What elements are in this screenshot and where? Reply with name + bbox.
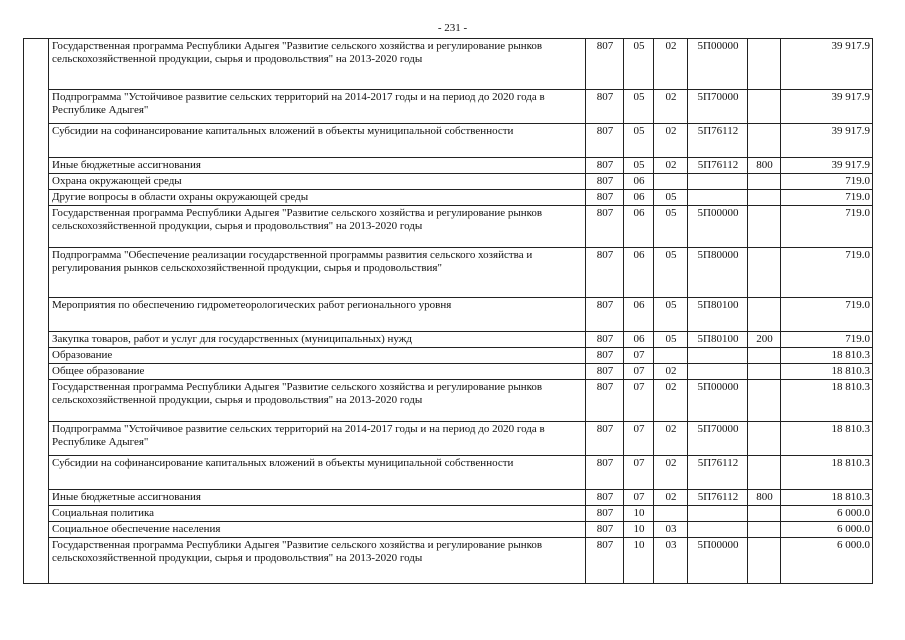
cell-rz: 05 [624, 39, 654, 90]
table-row [24, 538, 873, 584]
cell-sum: 18 810.3 [781, 456, 873, 490]
row-margin-cell [24, 506, 49, 522]
cell-csr [688, 506, 748, 522]
table-row [24, 158, 873, 174]
row-margin-cell [24, 332, 49, 348]
cell-pr: 05 [654, 190, 688, 206]
cell-rz: 06 [624, 190, 654, 206]
cell-name: Подпрограмма "Устойчивое развитие сельских территорий на 2014-2017 годы и на период до 2020 года в Республике Адыгея" [49, 422, 586, 456]
cell-name: Социальное обеспечение населения [49, 522, 586, 538]
row-margin-cell [24, 174, 49, 190]
cell-ved: 807 [586, 538, 624, 584]
cell-ved: 807 [586, 90, 624, 124]
cell-ved: 807 [586, 422, 624, 456]
table-row [24, 248, 873, 298]
cell-csr: 5П80100 [688, 298, 748, 332]
cell-csr: 5П76112 [688, 158, 748, 174]
table-row [24, 506, 873, 522]
cell-ved: 807 [586, 158, 624, 174]
cell-sum: 719.0 [781, 332, 873, 348]
cell-pr: 03 [654, 538, 688, 584]
cell-pr: 05 [654, 206, 688, 248]
cell-name: Государственная программа Республики Адыгея "Развитие сельского хозяйства и регулирование рынков сельскохозяйственной продукции, сырья и продовольствия" на 2013-2020 годы [49, 380, 586, 422]
cell-vr [748, 422, 781, 456]
cell-rz: 10 [624, 506, 654, 522]
cell-vr [748, 174, 781, 190]
row-margin-cell [24, 124, 49, 158]
cell-rz: 07 [624, 422, 654, 456]
cell-csr: 5П76112 [688, 124, 748, 158]
cell-csr: 5П00000 [688, 538, 748, 584]
cell-name: Охрана окружающей среды [49, 174, 586, 190]
cell-ved: 807 [586, 39, 624, 90]
table-row [24, 380, 873, 422]
cell-ved: 807 [586, 332, 624, 348]
cell-name: Общее образование [49, 364, 586, 380]
cell-name: Субсидии на софинансирование капитальных вложений в объекты муниципальной собственности [49, 124, 586, 158]
row-margin-cell [24, 39, 49, 90]
cell-rz: 06 [624, 332, 654, 348]
table-row [24, 522, 873, 538]
row-margin-cell [24, 158, 49, 174]
cell-csr: 5П70000 [688, 90, 748, 124]
row-margin-cell [24, 248, 49, 298]
row-margin-cell [24, 190, 49, 206]
row-margin-cell [24, 422, 49, 456]
cell-name: Государственная программа Республики Адыгея "Развитие сельского хозяйства и регулирование рынков сельскохозяйственной продукции, сырья и продовольствия" на 2013-2020 годы [49, 538, 586, 584]
cell-vr: 800 [748, 158, 781, 174]
cell-sum: 719.0 [781, 190, 873, 206]
table-row [24, 39, 873, 90]
cell-pr: 02 [654, 380, 688, 422]
cell-ved: 807 [586, 522, 624, 538]
cell-csr: 5П70000 [688, 422, 748, 456]
cell-ved: 807 [586, 380, 624, 422]
cell-csr: 5П80000 [688, 248, 748, 298]
cell-pr: 02 [654, 124, 688, 158]
cell-ved: 807 [586, 248, 624, 298]
cell-pr [654, 348, 688, 364]
table-row [24, 456, 873, 490]
cell-rz: 06 [624, 206, 654, 248]
cell-vr [748, 298, 781, 332]
cell-vr [748, 506, 781, 522]
cell-rz: 07 [624, 380, 654, 422]
budget-table [23, 38, 873, 584]
cell-vr [748, 90, 781, 124]
cell-rz: 05 [624, 158, 654, 174]
cell-pr: 02 [654, 364, 688, 380]
cell-name: Иные бюджетные ассигнования [49, 490, 586, 506]
cell-pr: 02 [654, 422, 688, 456]
cell-csr: 5П00000 [688, 206, 748, 248]
cell-ved: 807 [586, 456, 624, 490]
cell-pr: 05 [654, 248, 688, 298]
cell-name: Подпрограмма "Устойчивое развитие сельских территорий на 2014-2017 годы и на период до 2020 года в Республике Адыгея" [49, 90, 586, 124]
cell-pr: 02 [654, 39, 688, 90]
cell-ved: 807 [586, 298, 624, 332]
cell-ved: 807 [586, 348, 624, 364]
cell-vr [748, 248, 781, 298]
row-margin-cell [24, 90, 49, 124]
cell-ved: 807 [586, 174, 624, 190]
cell-ved: 807 [586, 124, 624, 158]
row-margin-cell [24, 522, 49, 538]
cell-pr: 03 [654, 522, 688, 538]
cell-name: Подпрограмма "Обеспечение реализации государственной программы развития сельского хозяйства и регулирования рынков сельскохозяйственной продукции, сырья и продовольствия" [49, 248, 586, 298]
cell-vr [748, 538, 781, 584]
cell-csr: 5П00000 [688, 39, 748, 90]
cell-name: Мероприятия по обеспечению гидрометеорологических работ регионального уровня [49, 298, 586, 332]
cell-sum: 719.0 [781, 298, 873, 332]
cell-sum: 39 917.9 [781, 124, 873, 158]
cell-rz: 05 [624, 90, 654, 124]
table-row [24, 206, 873, 248]
cell-vr [748, 456, 781, 490]
cell-ved: 807 [586, 506, 624, 522]
row-margin-cell [24, 348, 49, 364]
cell-sum: 719.0 [781, 174, 873, 190]
row-margin-cell [24, 364, 49, 380]
table-row [24, 124, 873, 158]
cell-rz: 07 [624, 348, 654, 364]
cell-name: Субсидии на софинансирование капитальных вложений в объекты муниципальной собственности [49, 456, 586, 490]
cell-sum: 39 917.9 [781, 158, 873, 174]
cell-rz: 06 [624, 248, 654, 298]
cell-pr [654, 174, 688, 190]
cell-pr: 02 [654, 490, 688, 506]
cell-vr [748, 39, 781, 90]
cell-csr [688, 174, 748, 190]
cell-vr [748, 364, 781, 380]
cell-rz: 06 [624, 174, 654, 190]
cell-sum: 18 810.3 [781, 348, 873, 364]
cell-sum: 18 810.3 [781, 490, 873, 506]
cell-csr: 5П76112 [688, 490, 748, 506]
cell-rz: 07 [624, 364, 654, 380]
cell-sum: 18 810.3 [781, 364, 873, 380]
row-margin-cell [24, 490, 49, 506]
cell-csr: 5П76112 [688, 456, 748, 490]
cell-vr: 800 [748, 490, 781, 506]
cell-rz: 10 [624, 522, 654, 538]
table-row [24, 174, 873, 190]
cell-vr [748, 124, 781, 158]
table-row [24, 348, 873, 364]
cell-sum: 39 917.9 [781, 39, 873, 90]
cell-rz: 07 [624, 456, 654, 490]
cell-csr: 5П00000 [688, 380, 748, 422]
cell-name: Государственная программа Республики Адыгея "Развитие сельского хозяйства и регулирование рынков сельскохозяйственной продукции, сырья и продовольствия" на 2013-2020 годы [49, 39, 586, 90]
table-row [24, 422, 873, 456]
cell-pr: 02 [654, 90, 688, 124]
table-row [24, 90, 873, 124]
cell-rz: 05 [624, 124, 654, 158]
cell-sum: 6 000.0 [781, 506, 873, 522]
cell-pr [654, 506, 688, 522]
cell-sum: 18 810.3 [781, 422, 873, 456]
cell-name: Иные бюджетные ассигнования [49, 158, 586, 174]
table-row [24, 190, 873, 206]
row-margin-cell [24, 206, 49, 248]
cell-pr: 05 [654, 332, 688, 348]
cell-csr [688, 522, 748, 538]
cell-rz: 10 [624, 538, 654, 584]
cell-vr [748, 522, 781, 538]
cell-vr [748, 348, 781, 364]
cell-sum: 18 810.3 [781, 380, 873, 422]
row-margin-cell [24, 298, 49, 332]
cell-ved: 807 [586, 206, 624, 248]
page-number: - 231 - [437, 22, 468, 34]
cell-csr [688, 364, 748, 380]
cell-csr [688, 190, 748, 206]
cell-vr [748, 206, 781, 248]
table-row [24, 364, 873, 380]
cell-vr [748, 380, 781, 422]
cell-name: Образование [49, 348, 586, 364]
cell-name: Государственная программа Республики Адыгея "Развитие сельского хозяйства и регулирование рынков сельскохозяйственной продукции, сырья и продовольствия" на 2013-2020 годы [49, 206, 586, 248]
cell-name: Социальная политика [49, 506, 586, 522]
row-margin-cell [24, 380, 49, 422]
table-row [24, 332, 873, 348]
row-margin-cell [24, 456, 49, 490]
cell-vr [748, 190, 781, 206]
table-row [24, 490, 873, 506]
cell-ved: 807 [586, 190, 624, 206]
cell-csr: 5П80100 [688, 332, 748, 348]
cell-sum: 6 000.0 [781, 538, 873, 584]
cell-ved: 807 [586, 364, 624, 380]
cell-pr: 05 [654, 298, 688, 332]
cell-sum: 6 000.0 [781, 522, 873, 538]
cell-sum: 719.0 [781, 248, 873, 298]
cell-sum: 39 917.9 [781, 90, 873, 124]
cell-ved: 807 [586, 490, 624, 506]
cell-sum: 719.0 [781, 206, 873, 248]
cell-name: Закупка товаров, работ и услуг для государственных (муниципальных) нужд [49, 332, 586, 348]
cell-rz: 07 [624, 490, 654, 506]
cell-pr: 02 [654, 456, 688, 490]
row-margin-cell [24, 538, 49, 584]
cell-name: Другие вопросы в области охраны окружающей среды [49, 190, 586, 206]
cell-vr: 200 [748, 332, 781, 348]
cell-pr: 02 [654, 158, 688, 174]
cell-rz: 06 [624, 298, 654, 332]
cell-csr [688, 348, 748, 364]
table-row [24, 298, 873, 332]
